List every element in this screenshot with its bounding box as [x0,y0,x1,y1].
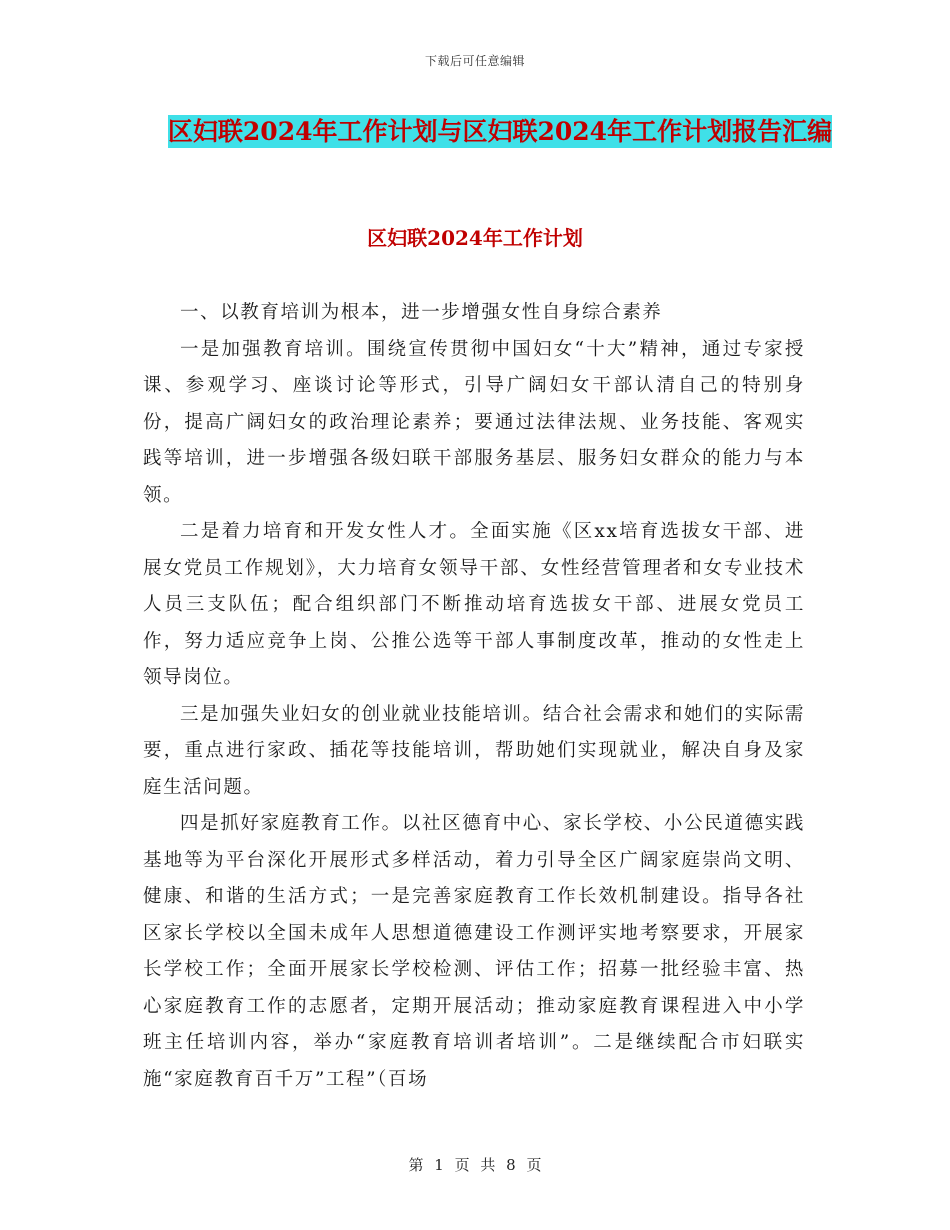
body-paragraph: 四是抓好家庭教育工作。以社区德育中心、家长学校、小公民道德实践基地等为平台深化开展形式多样活动，着力引导全区广阔家庭崇尚文明、健康、和谐的生活方式；一是完善家庭教育工作长效机制建设。指导各社区家长学校以全国未成年人思想道德建设工作测评实地考察要求，开展家长学校工作；全面开展家长学校检测、评估工作；招募一批经验丰富、热心家庭教育工作的志愿者，定期开展活动；推动家庭教育课程进入中小学班主任培训内容，举办“家庭教育培训者培训”。二是继续配合市妇联实施“家庭教育百千万”工程”（百场 [143,813,805,1090]
document-title [140,110,860,153]
document-title-text: 区妇联2024年工作计划与区妇联2024年工作计划报告汇编 [167,117,833,146]
page-header-note: 下载后可任意编辑 [424,54,525,68]
page-footer-indicator: 第 1 页 共 8 页 [408,1156,542,1174]
section-title: 区妇联2024年工作计划 [367,226,583,250]
document-body [143,295,805,1098]
heading-paragraph: 一、以教育培训为根本，进一步增强女性自身综合素养 [180,302,663,323]
body-paragraph: 一是加强教育培训。围绕宣传贯彻中国妇女“十大”精神，通过专家授课、参观学习、座谈讨论等形式，引导广阔妇女干部认清自己的特别身份，提高广阔妇女的政治理论素养；要通过法律法规、业务技能、客观实践等培训，进一步增强各级妇联干部服务基层、服务妇女群众的能力与本领。 [143,338,805,506]
body-paragraph: 三是加强失业妇女的创业就业技能培训。结合社会需求和她们的实际需要，重点进行家政、插花等技能培训，帮助她们实现就业，解决自身及家庭生活问题。 [143,703,805,798]
body-paragraph: 二是着力培育和开发女性人才。全面实施《区xx培育选拔女干部、进展女党员工作规划》，大力培育女领导干部、女性经营管理者和女专业技术人员三支队伍；配合组织部门不断推动培育选拔女干部、进展女党员工作，努力适应竞争上岗、公推公选等干部人事制度改革，推动的女性走上领导岗位。 [143,521,805,688]
